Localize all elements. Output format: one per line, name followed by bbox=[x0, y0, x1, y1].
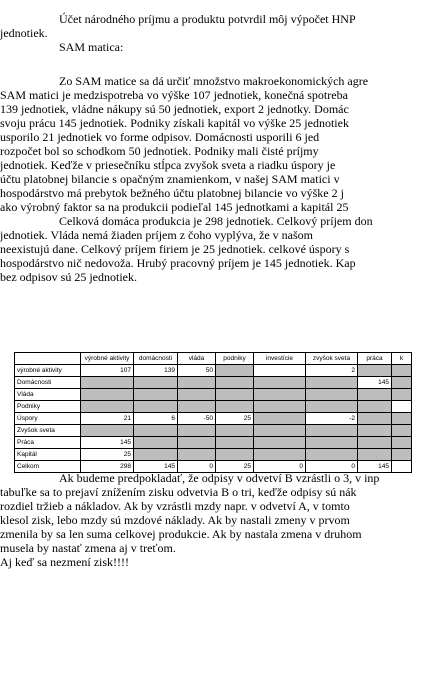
table-cell bbox=[134, 425, 178, 437]
table-cell bbox=[358, 413, 392, 425]
table-cell bbox=[254, 413, 306, 425]
text-line: Aj keď sa nezmení zisk!!!! bbox=[0, 555, 130, 569]
table-cell: 21 bbox=[81, 413, 134, 425]
text-line: účtu platobnej bilancie s opačným znamienkom, v našej SAM matici v bbox=[0, 172, 340, 186]
table-cell bbox=[392, 365, 412, 377]
table-cell: 50 bbox=[178, 365, 216, 377]
table-cell: 6 bbox=[134, 413, 178, 425]
table-cell: 145 bbox=[358, 461, 392, 473]
table-cell: -50 bbox=[178, 413, 216, 425]
table-cell bbox=[81, 425, 134, 437]
table-cell bbox=[392, 425, 412, 437]
table-cell bbox=[178, 377, 216, 389]
row-label: výrobné aktivity bbox=[15, 365, 81, 377]
table-cell bbox=[178, 425, 216, 437]
table-cell bbox=[134, 401, 178, 413]
table-header-cell bbox=[15, 353, 81, 365]
row-label: Kapitál bbox=[15, 449, 81, 461]
text-line: jednotiek. bbox=[0, 26, 48, 40]
text-line: Účet národného príjmu a produktu potvrdil môj výpočet HNP bbox=[59, 12, 356, 26]
table-header-cell: zvyšok sveta bbox=[306, 353, 358, 365]
table-cell: 145 bbox=[134, 461, 178, 473]
table-cell: 25 bbox=[81, 449, 134, 461]
table-header-cell: k bbox=[392, 353, 412, 365]
table-cell bbox=[178, 449, 216, 461]
table-cell: 25 bbox=[216, 413, 254, 425]
table-cell bbox=[216, 377, 254, 389]
text-line: svoju prácu 145 jednotiek. Podniky získali kapitál vo výške 25 jednotiek bbox=[0, 116, 349, 130]
sam-matrix-table-container bbox=[14, 352, 412, 473]
table-cell bbox=[178, 401, 216, 413]
table-row bbox=[15, 389, 412, 401]
table-cell bbox=[216, 437, 254, 449]
table-cell bbox=[392, 377, 412, 389]
text-line: Zo SAM matice sa dá určiť množstvo makroekonomických agre bbox=[59, 74, 369, 88]
table-cell bbox=[392, 449, 412, 461]
text-line: rozpočet bol so schodkom 50 jednotiek. Podniky mali čisté príjmy bbox=[0, 144, 319, 158]
table-cell bbox=[392, 389, 412, 401]
table-header-cell: investície bbox=[254, 353, 306, 365]
text-line: Celková domáca produkcia je 298 jednotiek. Celkový príjem don bbox=[59, 214, 373, 228]
table-header-row bbox=[15, 353, 412, 365]
table-cell bbox=[254, 425, 306, 437]
table-cell bbox=[306, 449, 358, 461]
table-cell bbox=[81, 377, 134, 389]
table-cell bbox=[134, 389, 178, 401]
row-label: Vláda bbox=[15, 389, 81, 401]
row-label: Práca bbox=[15, 437, 81, 449]
text-line: bez odpisov sú 25 jednotiek. bbox=[0, 270, 137, 284]
table-cell bbox=[392, 413, 412, 425]
table-cell bbox=[254, 377, 306, 389]
table-cell bbox=[178, 389, 216, 401]
table-row bbox=[15, 437, 412, 449]
table-row bbox=[15, 449, 412, 461]
row-label: Domácnosti bbox=[15, 377, 81, 389]
table-cell bbox=[306, 437, 358, 449]
table-cell: 145 bbox=[81, 437, 134, 449]
text-line: hospodárstvo má prebytok bežného účtu platobnej bilancie vo výške 2 j bbox=[0, 186, 344, 200]
table-cell bbox=[254, 389, 306, 401]
text-line: SAM matici je medzispotreba vo výške 107 jednotiek, konečná spotreba bbox=[0, 88, 348, 102]
text-line: Ak budeme predpokladať, že odpisy v odvetví B vzrástli o 3, v inp bbox=[59, 471, 380, 485]
table-cell: 0 bbox=[178, 461, 216, 473]
table-cell bbox=[358, 389, 392, 401]
text-line: rozdiel tržieb a nákladov. Ak by vzrástli mzdy napr. v odvetví A, v tomto bbox=[0, 499, 350, 513]
text-line: klesol zisk, lebo mzdy sú mzdové náklady. Ak by nastali zmeny v prvom bbox=[0, 513, 350, 527]
table-cell bbox=[306, 425, 358, 437]
table-cell bbox=[358, 437, 392, 449]
table-cell bbox=[134, 377, 178, 389]
table-cell bbox=[254, 437, 306, 449]
table-cell bbox=[134, 437, 178, 449]
table-row bbox=[15, 413, 412, 425]
table-cell bbox=[178, 437, 216, 449]
table-cell bbox=[134, 449, 178, 461]
table-cell: 139 bbox=[134, 365, 178, 377]
table-cell bbox=[392, 437, 412, 449]
table-header-cell: práca bbox=[358, 353, 392, 365]
row-label: Celkom bbox=[15, 461, 81, 473]
table-cell: 298 bbox=[81, 461, 134, 473]
table-cell bbox=[358, 449, 392, 461]
table-cell bbox=[216, 401, 254, 413]
table-cell bbox=[81, 389, 134, 401]
table-cell bbox=[216, 449, 254, 461]
table-cell bbox=[254, 449, 306, 461]
table-cell bbox=[216, 425, 254, 437]
table-cell bbox=[254, 401, 306, 413]
text-line: musela by nastať zmena aj v treťom. bbox=[0, 541, 176, 555]
text-line: hospodárstvo nič nedovoža. Hrubý pracovný príjem je 145 jednotiek. Kap bbox=[0, 256, 356, 270]
text-line: SAM matica: bbox=[59, 40, 124, 54]
table-row bbox=[15, 377, 412, 389]
text-line: neexistujú dane. Celkový príjem firiem je 25 jednotiek. celkové úspory s bbox=[0, 242, 350, 256]
table-cell: -2 bbox=[306, 413, 358, 425]
table-row bbox=[15, 365, 412, 377]
text-line: tabuľke sa to prejaví znížením zisku odvetvia B o tri, keďže odpisy sú nák bbox=[0, 485, 357, 499]
text-line: jednotiek. Keďže v priesečníku stĺpca zvyšok sveta a riadku úspory je bbox=[0, 158, 336, 172]
table-cell: 145 bbox=[358, 377, 392, 389]
table-cell: 0 bbox=[306, 461, 358, 473]
table-cell bbox=[306, 377, 358, 389]
text-line: jednotiek. Vláda nemá žiaden príjem z čoho vyplýva, že v našom bbox=[0, 228, 314, 242]
table-row bbox=[15, 401, 412, 413]
table-cell: 25 bbox=[216, 461, 254, 473]
table-cell bbox=[216, 365, 254, 377]
sam-matrix-table bbox=[14, 352, 412, 473]
table-cell: 0 bbox=[254, 461, 306, 473]
table-cell bbox=[306, 389, 358, 401]
table-cell: 107 bbox=[81, 365, 134, 377]
table-header-cell: domácnosti bbox=[134, 353, 178, 365]
table-cell bbox=[358, 365, 392, 377]
table-header-cell: podniky bbox=[216, 353, 254, 365]
table-cell bbox=[216, 389, 254, 401]
text-line: ako výrobný faktor sa na produkcii podieľal 145 jednotkami a kapitál 25 bbox=[0, 200, 349, 214]
table-cell bbox=[358, 425, 392, 437]
row-label: Úspory bbox=[15, 413, 81, 425]
table-header-cell: vláda bbox=[178, 353, 216, 365]
text-line: zmenila by sa len suma celkovej produkcie. Ak by nastala zmena v druhom bbox=[0, 527, 362, 541]
table-cell bbox=[358, 401, 392, 413]
table-cell bbox=[81, 401, 134, 413]
table-row bbox=[15, 425, 412, 437]
table-cell bbox=[254, 365, 306, 377]
table-cell bbox=[392, 401, 412, 413]
table-cell bbox=[306, 401, 358, 413]
table-header-cell: výrobné aktivity bbox=[81, 353, 134, 365]
row-label: Podniky bbox=[15, 401, 81, 413]
row-label: Zvyšok sveta bbox=[15, 425, 81, 437]
table-cell: 2 bbox=[306, 365, 358, 377]
text-line: usporilo 21 jednotiek vo forme odpisov. Domácnosti usporili 6 jed bbox=[0, 130, 320, 144]
text-line: 139 jednotiek, vládne nákupy sú 50 jednotiek, export 2 jednotky. Domác bbox=[0, 102, 349, 116]
